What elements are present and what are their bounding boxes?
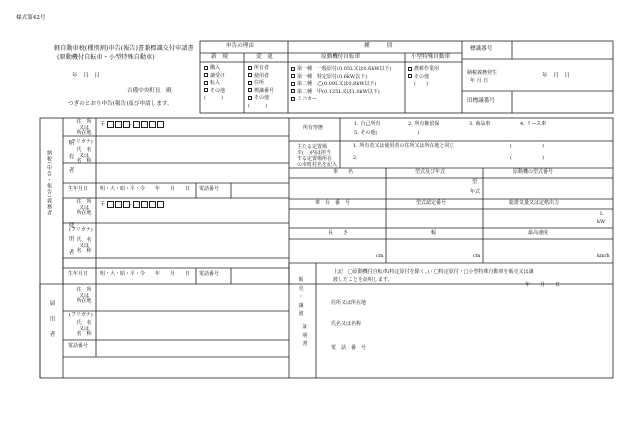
reporter-address-label: 住 所 又は 所在地 — [76, 287, 92, 305]
checkbox-icon — [291, 97, 295, 101]
model-year-header: 型式及び年式 — [415, 169, 446, 175]
checkbox-icon — [204, 88, 208, 92]
owner-birth-value[interactable]: 明・大・昭・平・令 年 月 日 — [100, 186, 191, 192]
checkbox-icon — [408, 67, 412, 71]
storage-opt-2[interactable]: 2. — [353, 155, 358, 161]
side-label: 納税(申告・報告)義務者 — [46, 150, 52, 216]
cert-address-label: 住所又は所在地 — [331, 300, 367, 306]
storage-opt-1[interactable]: 1. 所有者又は使用者の住所又は所在地と同じ — [353, 143, 455, 149]
owner-name-label: 氏 名 又は 名 称 — [76, 147, 92, 165]
ownership-opt-2[interactable]: 2. 所有権留保 — [408, 121, 440, 127]
storage-paren-1: ( ) — [510, 143, 544, 149]
displacement-header: 総排気量又は定格出力 — [509, 200, 560, 206]
owner-address-label: 住 所 又は 所在地 — [76, 119, 92, 137]
ownership-opt-3[interactable]: 3. 商品車 — [469, 121, 491, 127]
type-cert-header: 型式認定番号 — [416, 200, 447, 206]
checkbox-icon — [291, 82, 295, 86]
year-suffix: 年式 — [470, 189, 481, 195]
cert-body: 上記 □原動機付自転車(特定原付を除く。)・□特定原付・□小型特殊自動車を販売又は譲 渡したことを証明します。 — [333, 269, 534, 283]
vtype-moped-item[interactable]: 第一種 特定原付(0.6kW以下) — [291, 74, 391, 82]
liability-date-sub: 年 月 日 — [470, 78, 489, 84]
intro-text: つぎのとおり申告(報告)及び申請します。 — [68, 101, 173, 107]
vtype-special-item[interactable]: その他 — [408, 74, 439, 82]
checkbox-icon — [291, 67, 295, 71]
checkbox-icon — [408, 74, 412, 78]
ownership-opt-1[interactable]: 1. 自己所有 — [354, 121, 381, 127]
checkbox-icon — [204, 66, 208, 70]
header-date: 年 月 日 — [72, 73, 100, 79]
plate-label: 標識番号 — [470, 46, 493, 52]
vtype-moped-list — [291, 66, 391, 104]
car-name-header: 車 名 — [333, 169, 354, 175]
doc-title-line2: (原動機付自転車・小型特殊自動車) — [57, 54, 155, 61]
reason-new-header: 新 規 — [211, 54, 228, 60]
storage-label: 主たる定置場 ※( )内は担当 する定置場所在 の市町村名を記入 — [297, 144, 338, 168]
reason-change-item[interactable]: 所有者 — [248, 65, 274, 73]
vtype-moped-header: 原動機付自転車 — [321, 54, 361, 60]
user-phone-label: 電話番号 — [199, 271, 220, 277]
checkbox-icon — [248, 88, 252, 92]
reporter-phone-label: 電話番号 — [68, 343, 89, 349]
checkbox-icon — [291, 89, 295, 93]
reason-new-item[interactable]: 譲受け — [204, 73, 225, 81]
vtype-moped-item[interactable]: ミニカー — [291, 96, 391, 104]
storage-paren-2: ( ) — [510, 155, 544, 161]
vtype-moped-item[interactable]: 第一種 一般原付(0.05L又は0.6kW以下) — [291, 66, 391, 74]
owner-postal[interactable]: 〒 - — [100, 121, 164, 129]
checkbox-icon — [204, 81, 208, 85]
form-number: 様式第42号 — [16, 15, 46, 21]
unit-kmh: km/h — [597, 253, 610, 259]
user-address-label: 住 所 又は 所在地 — [76, 199, 92, 217]
reason-change-item[interactable]: その他 — [248, 95, 274, 103]
reason-new-item[interactable]: 転入 — [204, 80, 225, 88]
vtype-moped-item[interactable]: 第二種 甲(0.125L又は1.0kW以下) — [291, 89, 391, 97]
reason-header: 申告の理由 — [226, 43, 254, 49]
checkbox-icon — [248, 96, 252, 100]
checkbox-icon — [204, 73, 208, 77]
old-plate-label: 旧標識番号 — [467, 98, 495, 104]
ownership-other[interactable]: 5. その他( ) — [354, 130, 420, 136]
cert-side-label: 販 売 ・ 譲 渡 — [298, 277, 304, 318]
reporter-furigana-label: (フリガナ) — [69, 312, 93, 318]
width-header: 幅 — [431, 230, 437, 236]
vtype-moped-item[interactable]: 第二種 乙(0.09L又は0.8kW以下) — [291, 81, 391, 89]
owner-category: 所有者 — [67, 140, 74, 181]
ownership-label: 所有形態 — [303, 125, 324, 131]
cert-name-label: 氏名又は名称 — [331, 321, 362, 327]
reason-new-list — [204, 65, 225, 103]
cert-side-label-2: 証 明 書 — [302, 324, 308, 348]
ownership-opt-4[interactable]: 4. リース車 — [520, 121, 547, 127]
cert-date: 年 月 日 — [525, 282, 561, 288]
user-name-label: 氏 名 又は 名 称 — [76, 237, 92, 255]
reporter-category: 届出者 — [48, 300, 55, 347]
model-suffix: 型 — [472, 179, 478, 185]
length-header: 長 さ — [328, 230, 349, 236]
liability-date-value: 年 月 日 — [542, 73, 570, 79]
recipient: 吉備中央町長 殿 — [127, 88, 172, 94]
reason-change-item[interactable]: 使用者 — [248, 73, 274, 81]
chassis-number-header: 車 台 番 号 — [315, 200, 351, 206]
user-furigana-label: (フリガナ) — [69, 227, 93, 233]
reason-new-paren: ( ) — [204, 95, 223, 102]
owner-furigana-label: (フリガナ) — [69, 139, 93, 145]
liability-date-label: 納税義務発生 — [467, 70, 498, 76]
vtype-special-paren: ( ) — [414, 81, 428, 88]
reason-change-paren: ( ) — [248, 102, 267, 109]
user-birth-label: 生年月日 — [68, 271, 89, 277]
user-birth-value[interactable]: 明・大・昭・平・令 年 月 日 — [100, 271, 191, 277]
reason-new-item[interactable]: 購入 — [204, 65, 225, 73]
unit-cm-width: cm — [473, 253, 481, 259]
vtype-special-item[interactable]: 農耕作業用 — [408, 66, 439, 74]
unit-cm-length: cm — [376, 253, 384, 259]
reason-change-item[interactable]: 住所 — [248, 80, 274, 88]
reason-change-list — [248, 65, 274, 111]
engine-model-header: 原動機の型式番号 — [513, 169, 554, 175]
vtype-header: 種 別 — [364, 43, 392, 49]
reporter-name-label: 氏 名 又は 名 称 — [76, 320, 92, 338]
checkbox-icon — [291, 74, 295, 78]
owner-birth-label: 生年月日 — [68, 186, 89, 192]
doc-title-line1: 軽自動車税(種別割)申告(報告)書兼標識交付申請書 — [54, 45, 194, 52]
cert-phone-label: 電 話 番 号 — [331, 345, 367, 351]
user-category: 使用者 — [67, 222, 74, 263]
checkbox-icon — [248, 81, 252, 85]
reason-new-item[interactable]: その他 — [204, 88, 225, 96]
vtype-special-header: 小型特殊自動車 — [411, 54, 451, 60]
reason-change-header: 変 更 — [256, 54, 273, 60]
unit-liter: L — [600, 211, 604, 217]
vtype-special-list — [408, 66, 439, 89]
postal-mark: 〒 — [100, 122, 106, 128]
user-postal[interactable]: 〒 - — [100, 201, 164, 209]
max-speed-header: 最高速度 — [528, 230, 549, 236]
reason-change-item[interactable]: 標識番号 — [248, 88, 274, 96]
owner-phone-label: 電話番号 — [199, 186, 220, 192]
unit-kw: kW — [597, 219, 606, 225]
postal-mark: 〒 — [100, 202, 106, 208]
checkbox-icon — [248, 73, 252, 77]
checkbox-icon — [248, 66, 252, 70]
